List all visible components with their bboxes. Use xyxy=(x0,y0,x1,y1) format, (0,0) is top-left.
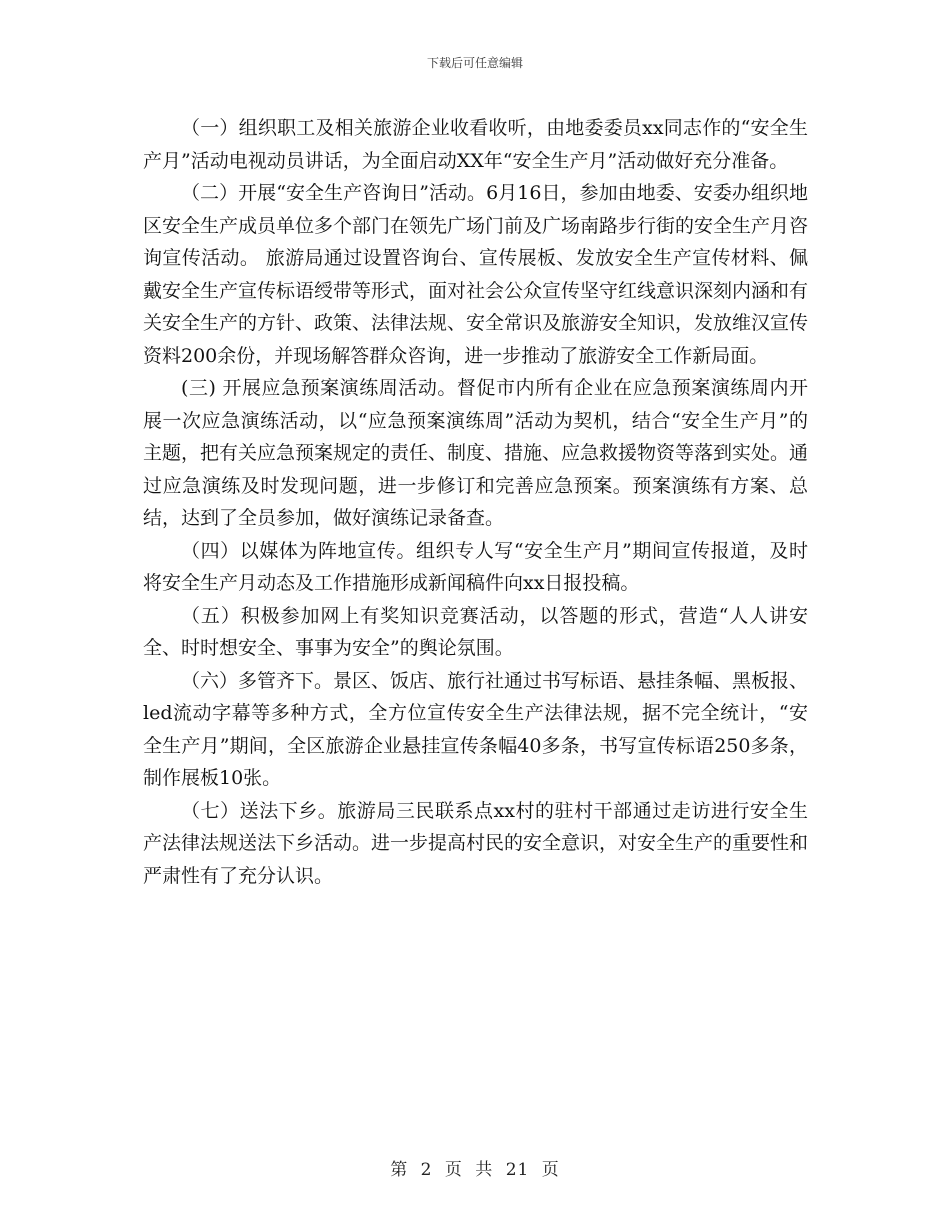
paragraph-7: （七）送法下乡。旅游局三民联系点xx村的驻村干部通过走访进行安全生产法律法规送法下乡活动。进一步提高村民的安全意识，对安全生产的重要性和严肃性有了充分认识。 xyxy=(143,799,809,887)
paragraph-6: （六）多管齐下。景区、饭店、旅行社通过书写标语、悬挂条幅、黑板报、led流动字幕等多种方式，全方位宣传安全生产法律法规，据不完全统计，“安全生产月”期间，全区旅游企业悬挂宣传条幅40多条，书写宣传标语250多条，制作展板10张。 xyxy=(143,669,809,789)
paragraph-2: （二）开展“安全生产咨询日”活动。6月16日，参加由地委、安委办组织地区安全生产成员单位多个部门在领先广场门前及广场南路步行街的安全生产月咨询宣传活动。 旅游局通过设置咨询台、宣传展板、发放安全生产宣传材料、佩戴安全生产宣传标语绶带等形式，面对社会公众宣传坚守红线意识深刻内涵和有关安全生产的方针、政策、法律法规、安全常识及旅游安全知识，发放维汉宣传资料200余份，并现场解答群众咨询，进一步推动了旅游安全工作新局面。 xyxy=(143,182,809,367)
paragraph-5: （五）积极参加网上有奖知识竞赛活动，以答题的形式，营造“人人讲安全、时时想安全、事事为安全”的舆论氛围。 xyxy=(143,604,808,659)
paragraph-4: （四）以媒体为阵地宣传。组织专人写“安全生产月”期间宣传报道，及时将安全生产月动态及工作措施形成新闻稿件向xx日报投稿。 xyxy=(143,539,808,594)
paragraph-1: （一）组织职工及相关旅游企业收看收听，由地委委员xx同志作的“安全生产月”活动电视动员讲话，为全面启动XX年“安全生产月”活动做好充分准备。 xyxy=(143,117,808,172)
document-body xyxy=(143,112,808,892)
paragraph-3: (三) 开展应急预案演练周活动。督促市内所有企业在应急预案演练周内开展一次应急演练活动，以“应急预案演练周”活动为契机，结合“安全生产月”的主题，把有关应急预案规定的责任、制度、措施、应急救援物资等落到实处。通过应急演练及时发现问题，进一步修订和完善应急预案。预案演练有方案、总结，达到了全员参加，做好演练记录备查。 xyxy=(143,377,809,529)
page-number-footer: 第 2 页 共 21 页 xyxy=(390,1160,560,1180)
page-header: 下载后可任意编辑 xyxy=(426,56,523,70)
